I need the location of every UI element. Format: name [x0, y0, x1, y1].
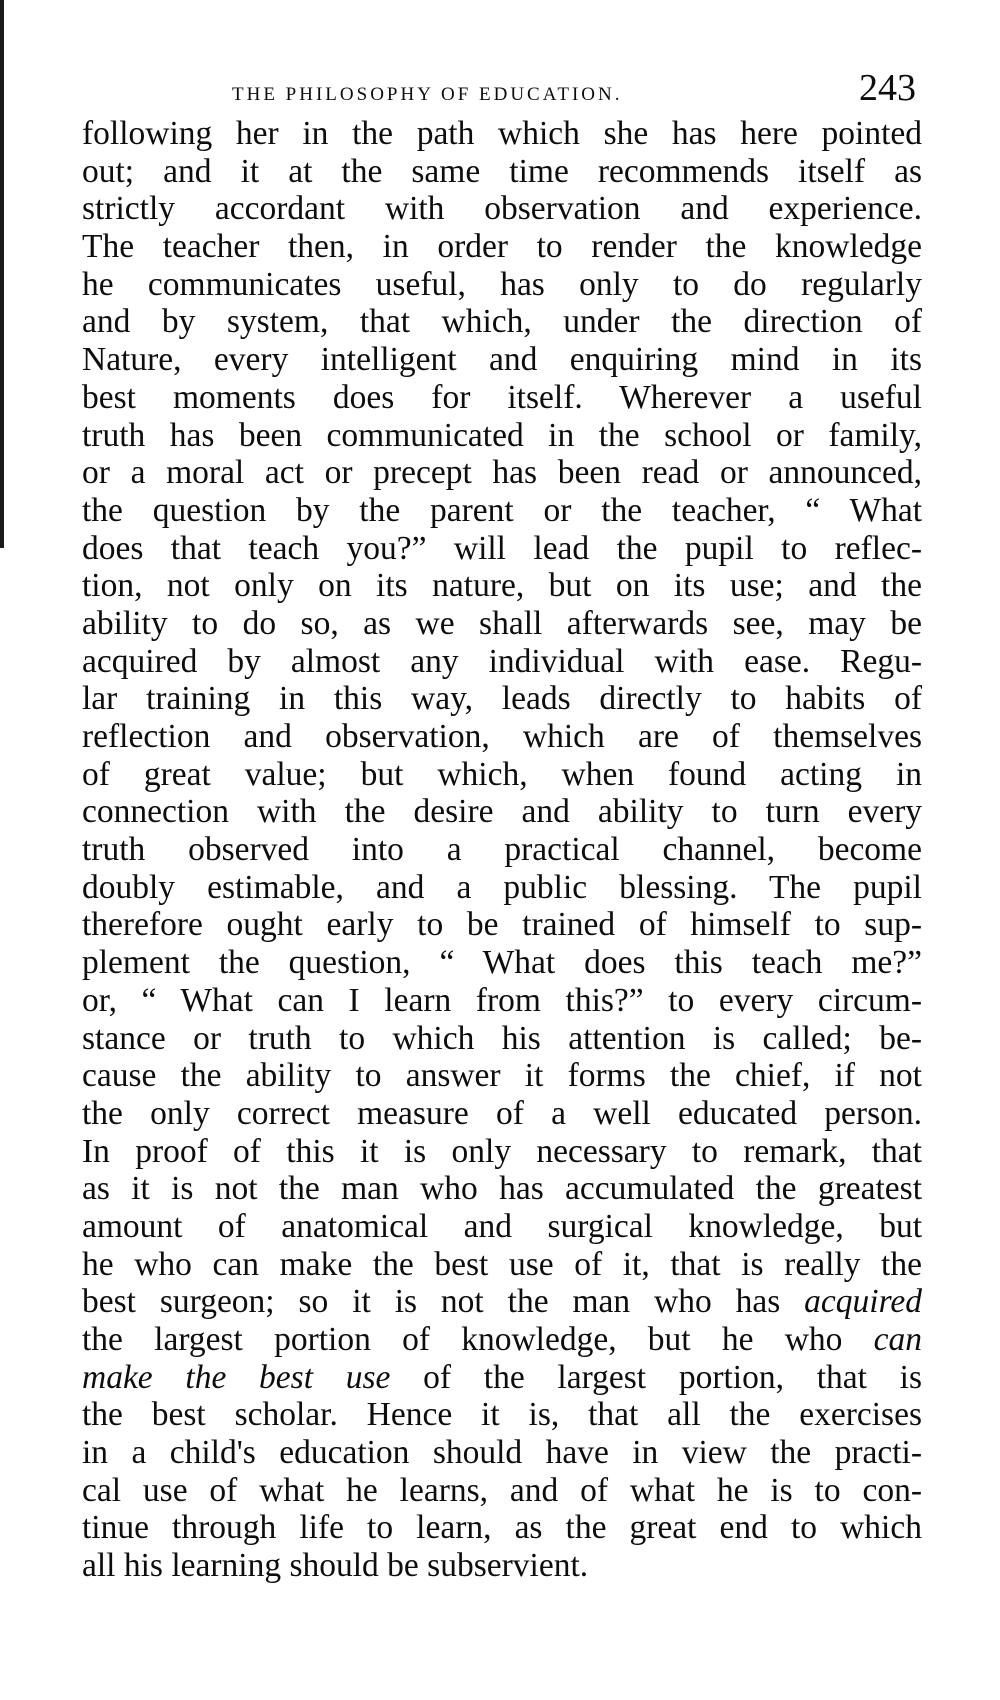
text-line [82, 1359, 922, 1397]
text-line: out; and it at the same time recommends itself as [82, 152, 922, 190]
text-line: strictly accordant with observation and experience. [82, 190, 922, 228]
line-text: best surgeon; so it is not the man who has [82, 1283, 805, 1321]
text-line: tinue through life to learn, as the great end to which [82, 1509, 922, 1547]
text-line: cal use of what he learns, and of what he is to con- [82, 1471, 922, 1509]
text-line: plement the question, “ What does this teach me?” [82, 944, 922, 982]
text-line: ability to do so, as we shall afterwards see, may be [82, 604, 922, 642]
text-line: of great value; but which, when found acting in [82, 755, 922, 793]
text-line: following her in the path which she has here pointed [82, 115, 922, 152]
text-line: as it is not the man who has accumulated the greatest [82, 1170, 922, 1208]
text-line: reflection and observation, which are of themselves [82, 718, 922, 755]
text-line: connection with the desire and ability to turn every [82, 793, 922, 831]
text-line: truth has been communicated in the school or family, [82, 416, 922, 454]
text-line: tion, not only on its nature, but on its use; and the [82, 567, 922, 605]
text-line: the question by the parent or the teacher, “ What [82, 491, 922, 529]
text-line: acquired by almost any individual with ease. Regu- [82, 642, 922, 680]
italic-word: can [873, 1321, 922, 1358]
italic-word: acquired [804, 1283, 922, 1321]
text-line: in a child's education should have in view the practi- [82, 1434, 922, 1472]
page-edge-line [0, 0, 4, 548]
text-line: In proof of this it is only necessary to remark, that [82, 1132, 922, 1170]
text-line: Nature, every intelligent and enquiring mind in its [82, 341, 922, 379]
text-line: therefore ought early to be trained of himself to sup- [82, 906, 922, 944]
text-line: he communicates useful, has only to do regularly [82, 265, 922, 303]
text-line: or a moral act or precept has been read or announced, [82, 454, 922, 492]
text-line [82, 1283, 922, 1321]
text-line: he who can make the best use of it, that is really the [82, 1245, 922, 1283]
page-number: 243 [859, 67, 916, 109]
body-text [82, 115, 922, 1585]
text-line: the only correct measure of a well educated person. [82, 1094, 922, 1132]
text-line: and by system, that which, under the direction of [82, 303, 922, 341]
line-text: the largest portion of knowledge, but he who [82, 1321, 874, 1358]
text-line: The teacher then, in order to render the knowledge [82, 228, 922, 266]
text-line: all his learning should be subservient. [82, 1547, 589, 1585]
text-line: truth observed into a practical channel, become [82, 831, 922, 869]
text-line [82, 1321, 922, 1359]
line-text: of the largest portion, that is [390, 1358, 922, 1396]
text-line: or, “ What can I learn from this?” to every circum- [82, 981, 922, 1019]
text-line: cause the ability to answer it forms the chief, if not [82, 1057, 922, 1095]
running-header [82, 62, 922, 112]
text-line: stance or truth to which his attention is called; be- [82, 1019, 922, 1057]
text-line: the best scholar. Hence it is, that all the exercises [82, 1396, 922, 1434]
text-line: best moments does for itself. Wherever a useful [82, 378, 922, 416]
text-line: lar training in this way, leads directly to habits of [82, 680, 922, 718]
italic-phrase: make the best use [82, 1358, 391, 1396]
text-line: does that teach you?” will lead the pupil to reflec- [82, 529, 922, 567]
text-line: amount of anatomical and surgical knowledge, but [82, 1207, 922, 1245]
text-line: doubly estimable, and a public blessing. The pupil [82, 868, 922, 906]
running-title: THE PHILOSOPHY OF EDUCATION. [232, 84, 623, 105]
